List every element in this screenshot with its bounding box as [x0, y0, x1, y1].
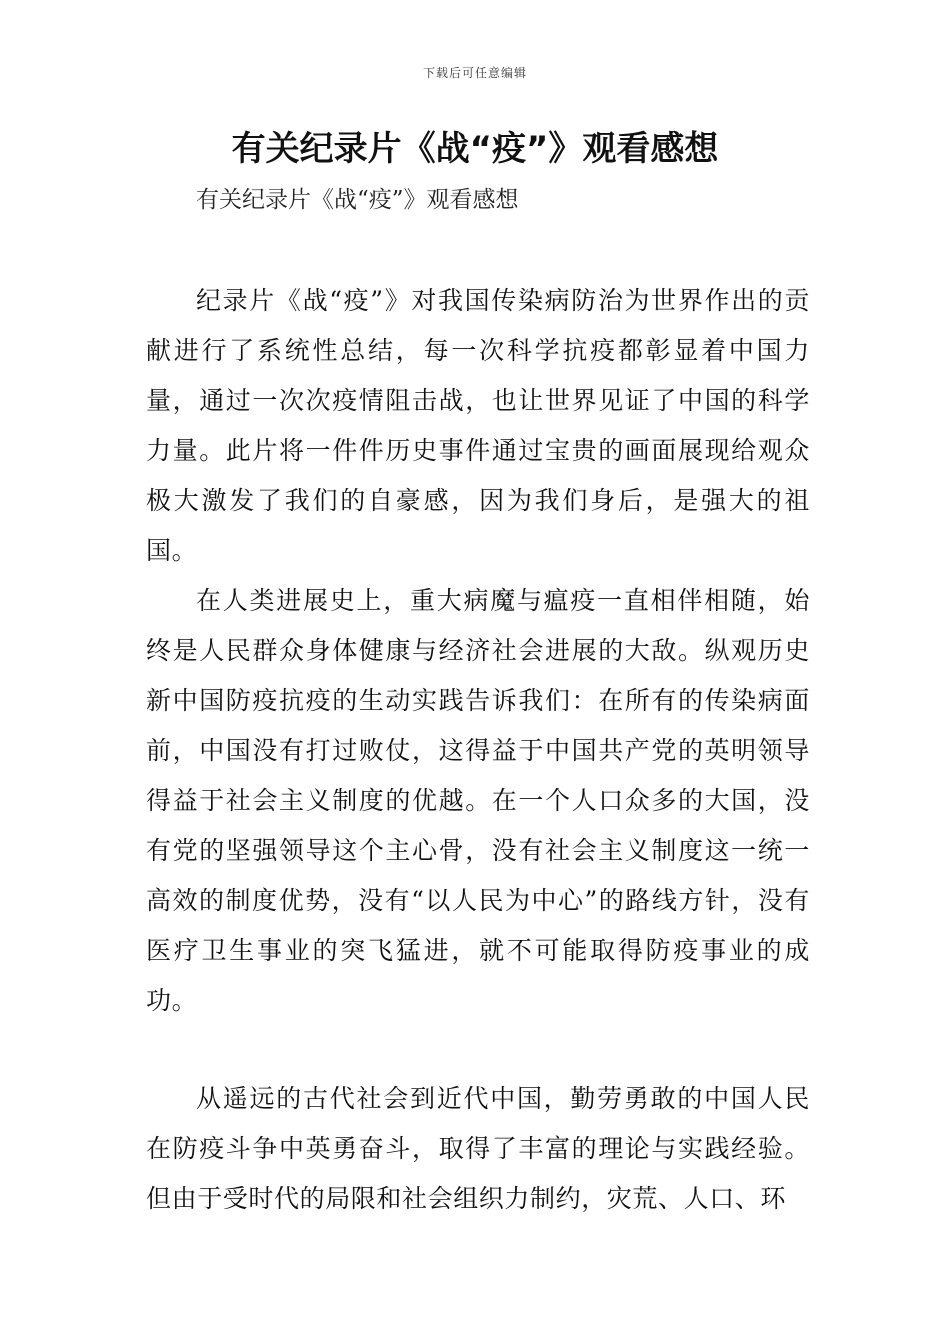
header-note: 下载后可任意编辑: [422, 66, 527, 80]
document-subtitle: 有关纪录片《战“疫”》观看感想: [196, 187, 519, 213]
paragraph-2: 在人类进展史上，重大病魔与瘟疫一直相伴相随，始终是人民群众身体健康与经济社会进展的大敌。纵观历史新中国防疫抗疫的生动实践告诉我们：在所有的传染病面前，中国没有打过败仗，这得益于中国共产党的英明领导得益于社会主义制度的优越。在一个人口众多的大国，没有党的坚强领导这个主心骨，没有社会主义制度这一统一高效的制度优势，没有“以人民为中心”的路线方针，没有医疗卫生事业的突飞猛进，就不可能取得防疫事业的成功。: [146, 586, 810, 1015]
document-title: 有关纪录片《战“疫”》观看感想: [231, 129, 719, 169]
paragraph-1: 纪录片《战“疫”》对我国传染病防治为世界作出的贡献进行了系统性总结，每一次科学抗疫都彰显着中国力量，通过一次次疫情阻击战，也让世界见证了中国的科学力量。此片将一件件历史事件通过宝贵的画面展现给观众极大激发了我们的自豪感，因为我们身后，是强大的祖国。: [146, 286, 810, 565]
paragraph-3: 从遥远的古代社会到近代中国，勤劳勇敢的中国人民在防疫斗争中英勇奋斗，取得了丰富的理论与实践经验。但由于受时代的局限和社会组织力制约，灾荒、人口、环: [146, 1084, 810, 1213]
